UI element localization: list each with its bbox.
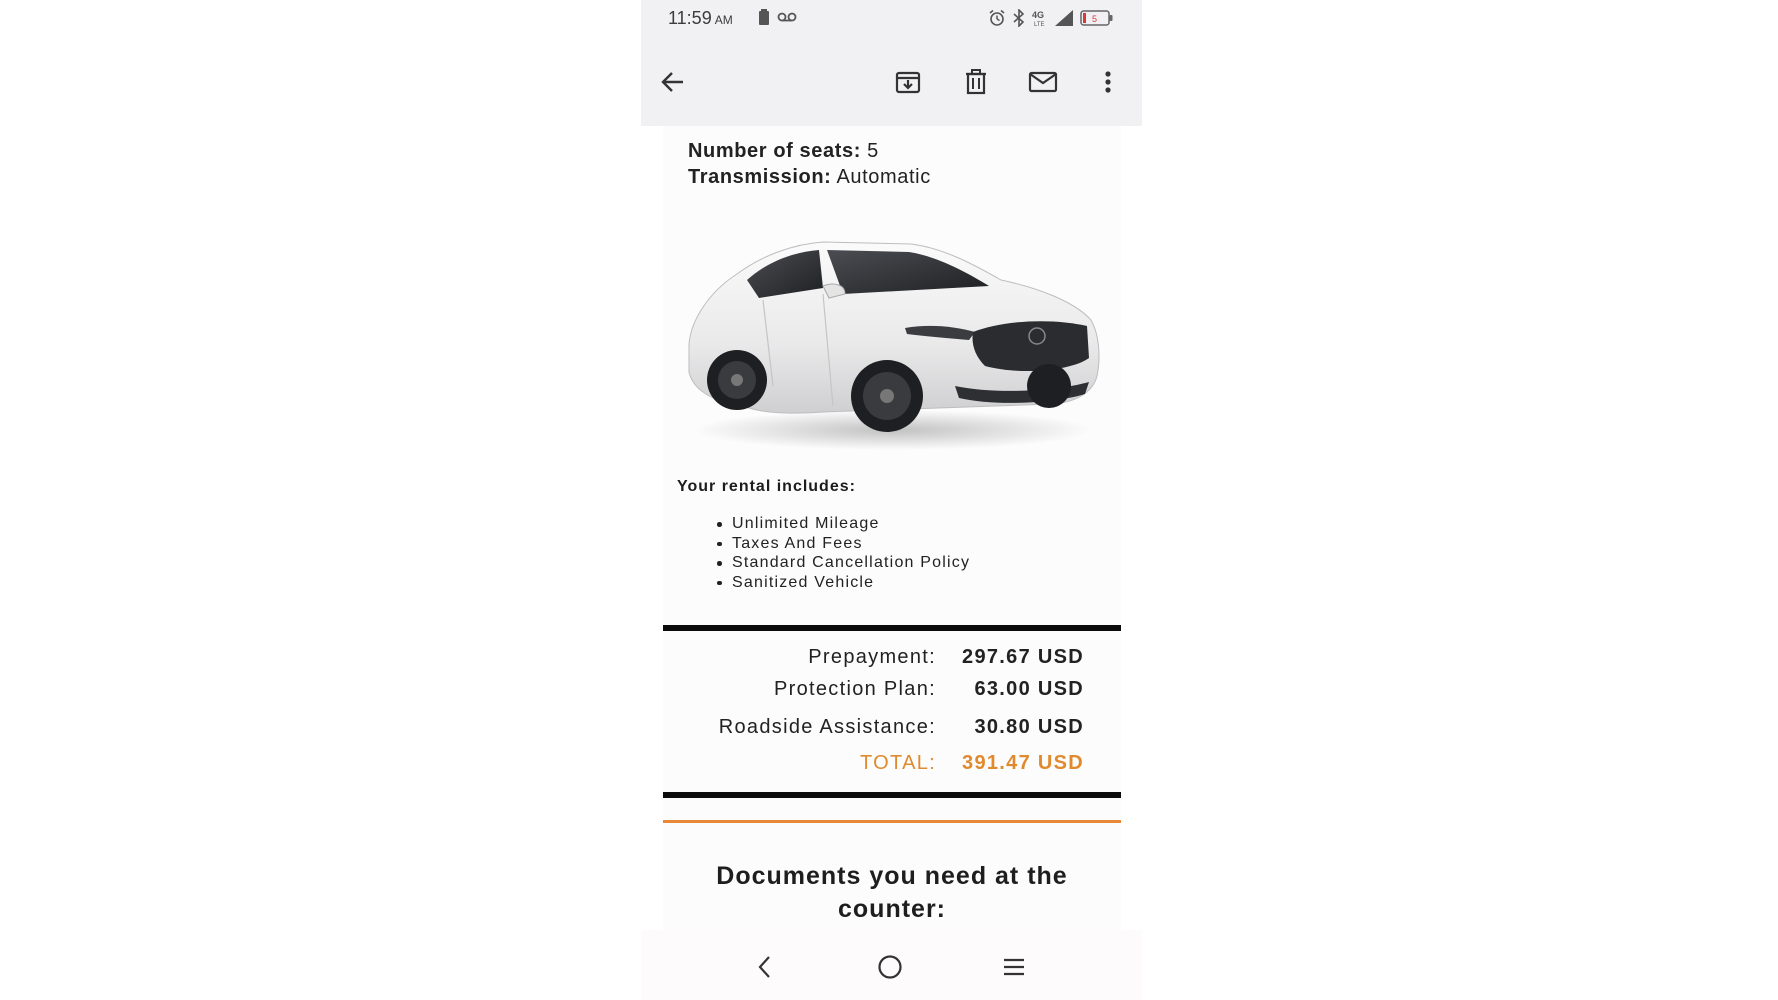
arrow-left-icon (660, 69, 686, 95)
bluetooth-icon (1013, 9, 1025, 27)
mail-icon (1028, 70, 1058, 94)
spec-transmission-value: Automatic (836, 166, 931, 188)
status-time-value: 11:59 (668, 8, 712, 28)
spec-seats-label: Number of seats: (688, 140, 861, 162)
status-bar (641, 0, 1142, 40)
charge-label: Protection Plan: (774, 678, 936, 700)
more-options-button[interactable] (1090, 64, 1126, 100)
svg-text:4G: 4G (1032, 10, 1045, 20)
battery-level-text: 5 (1092, 14, 1098, 24)
divider-top (663, 625, 1121, 631)
includes-list (717, 514, 970, 592)
nav-recents-button[interactable] (997, 950, 1031, 984)
list-item: Unlimited Mileage (717, 514, 970, 534)
list-item: Taxes And Fees (717, 534, 970, 554)
spec-seats (688, 140, 879, 163)
spec-transmission-label: Transmission: (688, 166, 832, 188)
status-left-icons (759, 9, 797, 25)
mark-unread-button[interactable] (1025, 64, 1061, 100)
documents-heading: Documents you need at the counter: (716, 862, 1068, 923)
menu-icon (1002, 957, 1026, 977)
email-toolbar (641, 40, 1142, 126)
alarm-icon (988, 9, 1006, 27)
more-vertical-icon (1104, 70, 1112, 94)
includes-title: Your rental includes: (677, 478, 856, 495)
email-body (663, 126, 1121, 930)
total-label: TOTAL: (860, 752, 936, 774)
nav-home-button[interactable] (873, 950, 907, 984)
charge-value: 63.00 USD (974, 678, 1084, 700)
charge-label: Prepayment: (808, 646, 936, 668)
list-item: Standard Cancellation Policy (717, 553, 970, 573)
status-time-ampm: AM (714, 13, 733, 27)
car-image (673, 216, 1103, 456)
lte-4g-icon (1032, 9, 1048, 27)
signal-icon (1055, 10, 1073, 26)
phone-screen (641, 0, 1142, 1000)
back-button[interactable] (655, 64, 691, 100)
delete-button[interactable] (958, 64, 994, 100)
battery-saver-icon (759, 9, 769, 25)
nav-back-button[interactable] (748, 950, 782, 984)
archive-button[interactable] (890, 64, 926, 100)
trash-icon (963, 68, 989, 96)
spec-transmission (688, 166, 931, 189)
divider-bottom (663, 792, 1121, 798)
divider-orange (663, 820, 1121, 823)
spec-seats-value: 5 (867, 140, 879, 162)
chevron-left-icon (757, 955, 773, 979)
total-value: 391.47 USD (962, 752, 1084, 774)
archive-icon (894, 68, 922, 96)
charge-value: 297.67 USD (962, 646, 1084, 668)
list-item: Sanitized Vehicle (717, 573, 970, 593)
charge-label: Roadside Assistance: (718, 716, 936, 738)
status-right-icons (988, 9, 1114, 27)
svg-text:LTE: LTE (1034, 22, 1045, 27)
charge-value: 30.80 USD (974, 716, 1084, 738)
status-time (668, 8, 733, 29)
battery-icon (1080, 9, 1114, 27)
voicemail-icon (777, 11, 797, 23)
system-nav-bar (641, 930, 1142, 1000)
home-circle-icon (877, 954, 903, 980)
